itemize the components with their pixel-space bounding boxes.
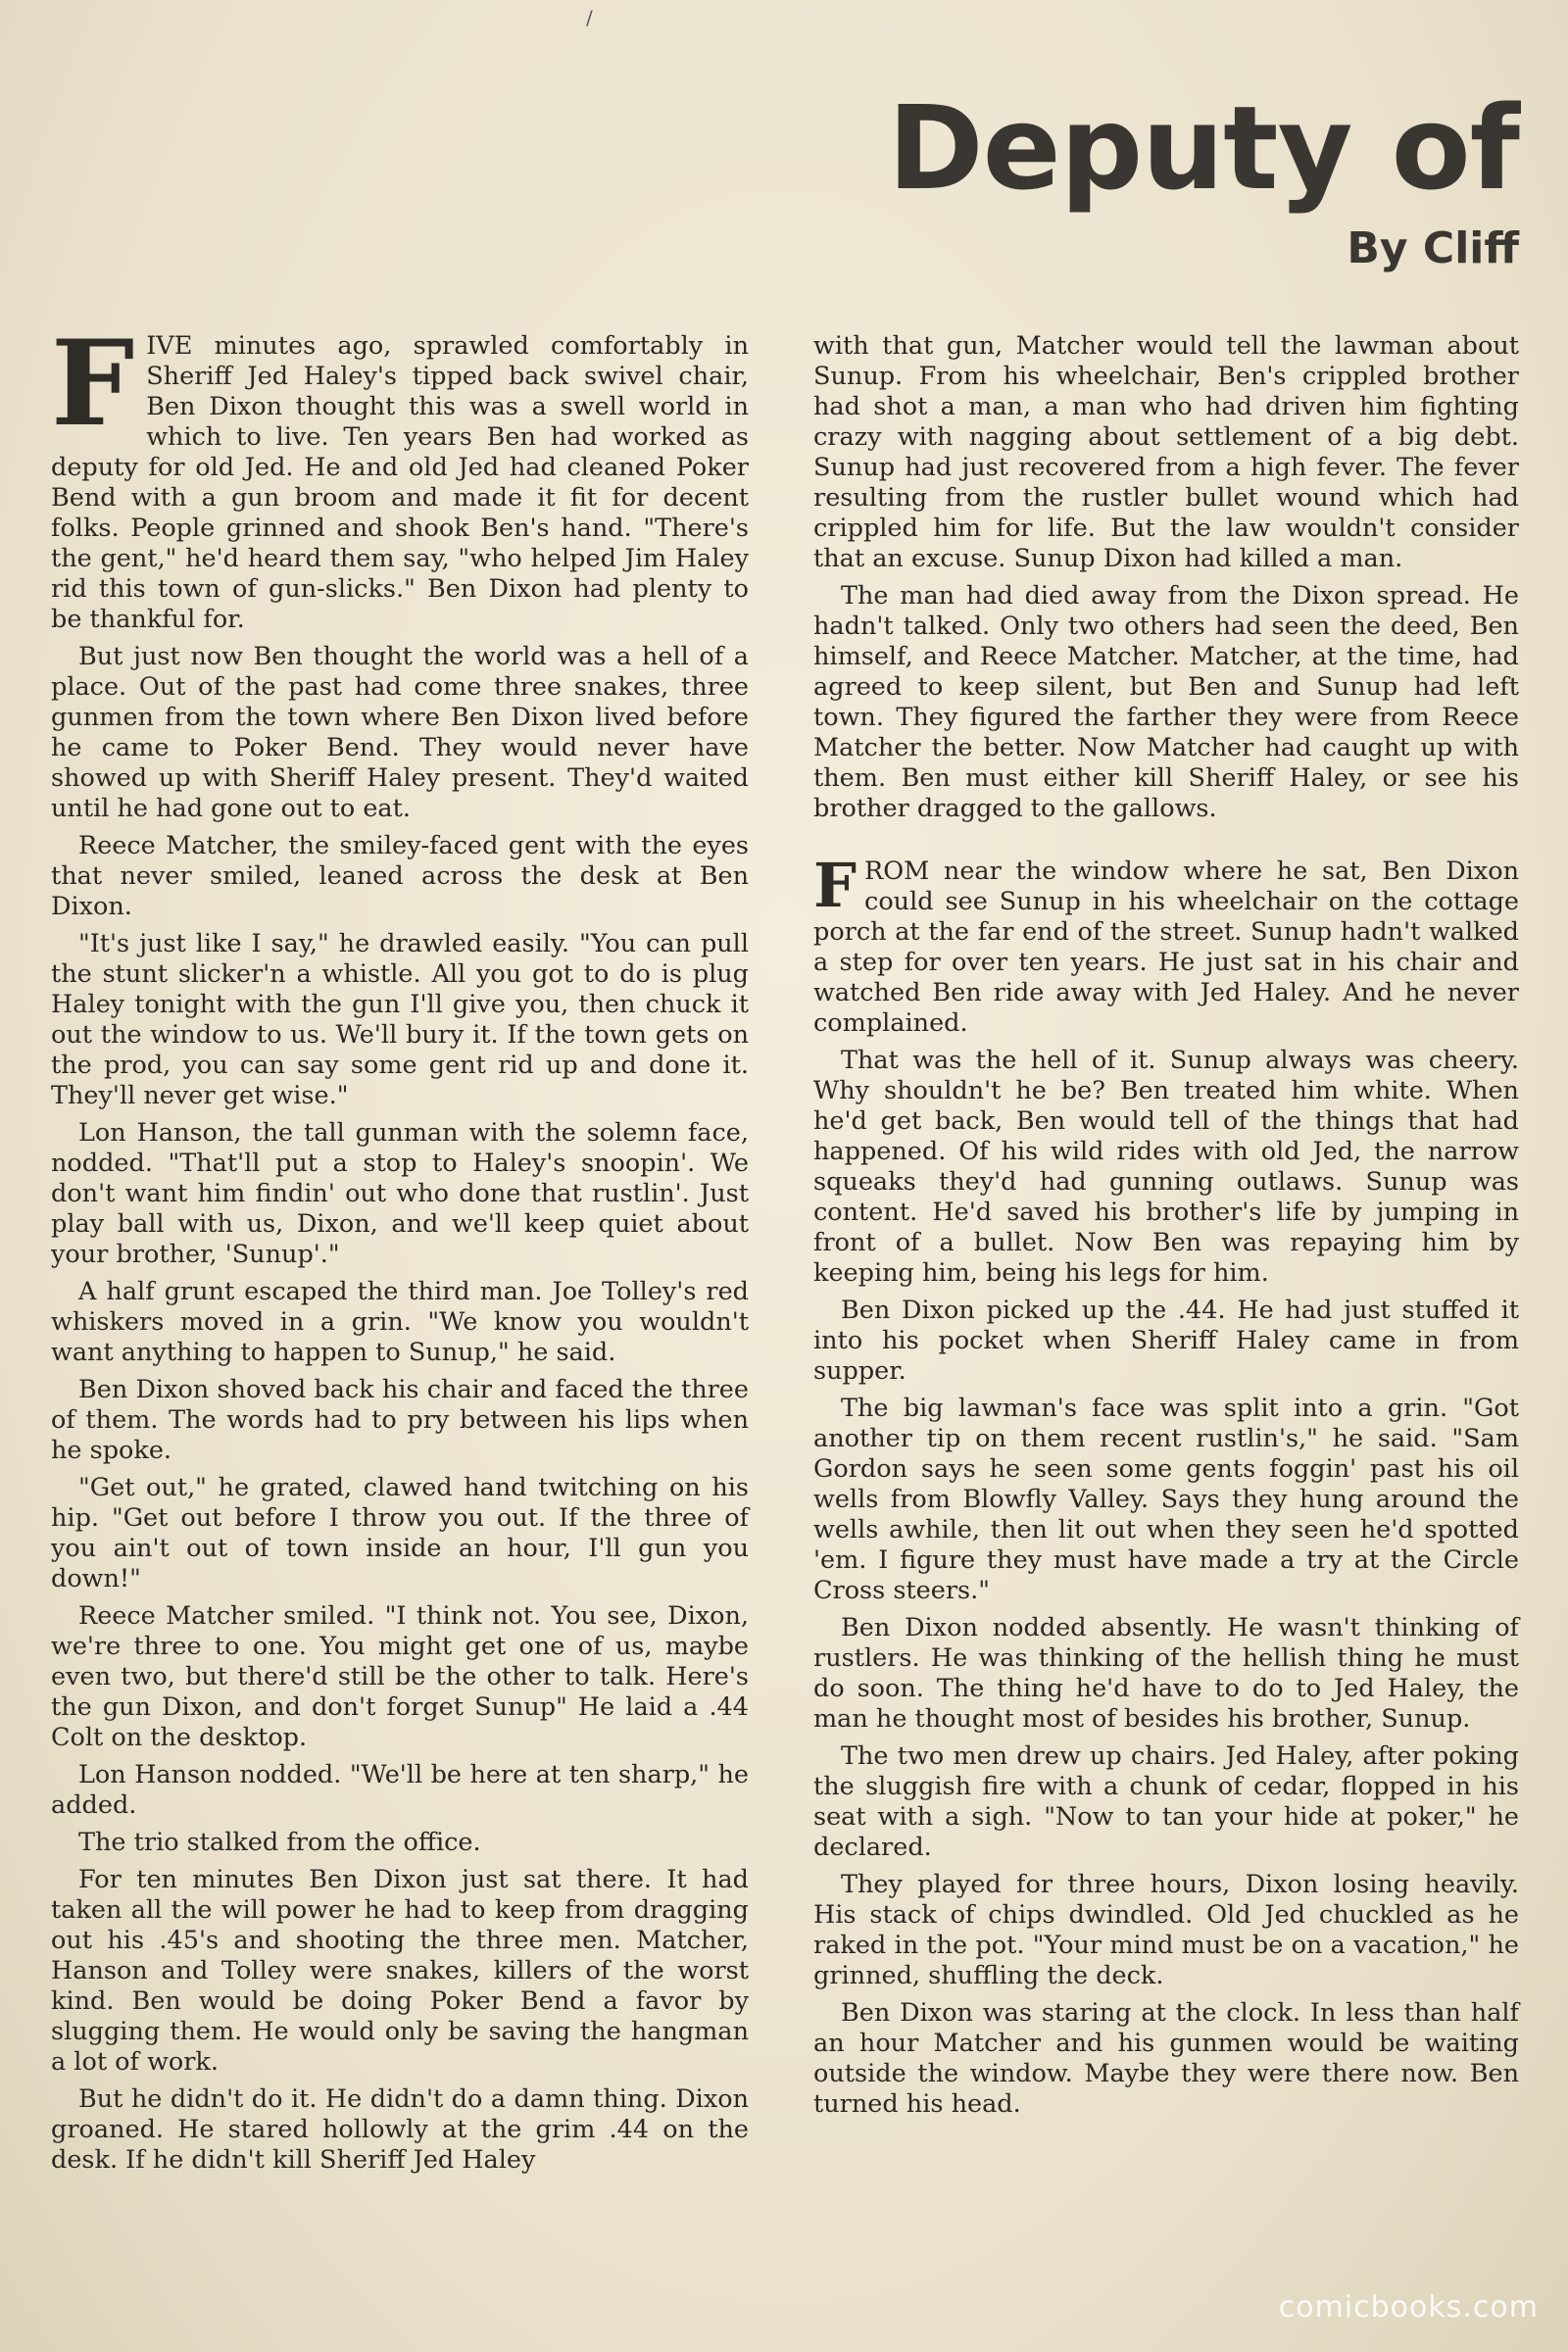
- paragraph: The big lawman's face was split into a grin. "Got another tip on them recent rustlin's," he said. "Sam Gordon says he seen some gents foggin' past his oil wells from Blowfly Valley. Says they hung around the wells awhile, then lit out when they seen he'd spotted 'em. I figure they must have made a try at the Circle Cross steers.": [813, 1394, 1519, 1605]
- story-title: Deputy of: [887, 80, 1519, 216]
- section-break: [813, 831, 1519, 857]
- left-column: [51, 315, 749, 2182]
- paragraph: Reece Matcher smiled. "I think not. You see, Dixon, we're three to one. You might get one of us, maybe even two, but there'd still be the other to talk. Here's the gun Dixon, and don't forget Sunup" He laid a .44 Colt on the desktop.: [51, 1601, 749, 1752]
- paragraph: with that gun, Matcher would tell the lawman about Sunup. From his wheelchair, Ben's crippled brother had shot a man, a man who had driven him fighting crazy with nagging about settlement of a big debt. Sunup had just recovered from a high fever. The fever resulting from the rustler bullet wound which had crippled him for life. But the law wouldn't consider that an excuse. Sunup Dixon had killed a man.: [813, 331, 1519, 573]
- paragraph-text: ROM near the window where he sat, Ben Dixon could see Sunup in his wheelchair on the cottage porch at the far end of the street. Sunup hadn't walked a step for over ten years. He just sat in his chair and watched Ben ride away with Jed Haley. And he never complained.: [813, 857, 1519, 1038]
- watermark: comicbooks.com: [1278, 2290, 1539, 2325]
- paragraph: Ben Dixon picked up the .44. He had just stuffed it into his pocket when Sheriff Haley came in from supper.: [813, 1296, 1519, 1386]
- paragraph: But just now Ben thought the world was a hell of a place. Out of the past had come three snakes, three gunmen from the town where Ben Dixon lived before he came to Poker Bend. They would never have showed up with Sheriff Haley present. They'd waited until he had gone out to eat.: [51, 642, 749, 823]
- byline: By Cliff: [1347, 223, 1519, 273]
- paragraph: Ben Dixon shoved back his chair and faced the three of them. The words had to pry between his lips when he spoke.: [51, 1375, 749, 1465]
- drop-cap: F: [813, 850, 858, 921]
- paragraph: "Get out," he grated, clawed hand twitching on his hip. "Get out before I throw you out. If the three of you ain't out of town inside an hour, I'll gun you down!": [51, 1473, 749, 1593]
- paragraph: A half grunt escaped the third man. Joe Tolley's red whiskers moved in a grin. "We know you wouldn't want anything to happen to Sunup," he said.: [51, 1277, 749, 1367]
- paragraph: The two men drew up chairs. Jed Haley, after poking the sluggish fire with a chunk of cedar, flopped in his seat with a sigh. "Now to tan your hide at poker," he declared.: [813, 1741, 1519, 1862]
- paragraph: [51, 315, 749, 635]
- paragraph: For ten minutes Ben Dixon just sat there. It had taken all the will power he had to keep from dragging out his .45's and shooting the three men. Matcher, Hanson and Tolley were snakes, killers of the worst kind. Ben would be doing Poker Bend a favor by slugging them. He would only be saving the hangman a lot of work.: [51, 1865, 749, 2077]
- paragraph: Lon Hanson nodded. "We'll be here at ten sharp," he added.: [51, 1760, 749, 1820]
- paragraph: They played for three hours, Dixon losing heavily. His stack of chips dwindled. Old Jed chuckled as he raked in the pot. "Your mind must be on a vacation," he grinned, shuffling the deck.: [813, 1870, 1519, 1990]
- right-column: [813, 331, 1519, 2127]
- paragraph: [813, 850, 1519, 1039]
- paragraph: The trio stalked from the office.: [78, 1828, 481, 1857]
- paragraph: Reece Matcher, the smiley-faced gent with the eyes that never smiled, leaned across the desk at Ben Dixon.: [51, 831, 749, 921]
- paragraph: Lon Hanson, the tall gunman with the solemn face, nodded. "That'll put a stop to Haley's snoopin'. We don't want him findin' out who done that rustlin'. Just play ball with us, Dixon, and we'll keep quiet about your brother, 'Sunup'.": [51, 1118, 749, 1269]
- paragraph: The man had died away from the Dixon spread. He hadn't talked. Only two others had seen the deed, Ben himself, and Reece Matcher. Matcher, at the time, had agreed to keep silent, but Ben and Sunup had left town. They figured the farther they were from Reece Matcher the better. Now Matcher had caught up with them. Ben must either kill Sheriff Haley, or see his brother dragged to the gallows.: [813, 581, 1519, 823]
- paragraph: Ben Dixon was staring at the clock. In less than half an hour Matcher and his gunmen would be waiting outside the window. Maybe they were there now. Ben turned his head.: [813, 1998, 1519, 2119]
- page-mark: /: [586, 6, 593, 29]
- paragraph-text: IVE minutes ago, sprawled comfortably in Sheriff Jed Haley's tipped back swivel chair, Ben Dixon thought this was a swell world in which to live. Ten years Ben had worked as deputy for old Jed. He and old Jed had cleaned Poker Bend with a gun broom and made it fit for decent folks. People grinned and shook Ben's hand. "There's the gent," he'd heard them say, "who helped Jim Haley rid this town of gun-slicks." Ben Dixon had plenty to be thankful for.: [51, 331, 749, 634]
- paragraph: That was the hell of it. Sunup always was cheery. Why shouldn't he be? Ben treated him white. When he'd get back, Ben would tell of the things that had happened. Of his wild rides with old Jed, the narrow squeaks they'd had gunning outlaws. Sunup was content. He'd saved his brother's life by jumping in front of a bullet. Now Ben was repaying him by keeping him, being his legs for him.: [813, 1046, 1519, 1288]
- paragraph: But he didn't do it. He didn't do a damn thing. Dixon groaned. He stared hollowly at the grim .44 on the desk. If he didn't kill Sheriff Jed Haley: [51, 2084, 749, 2175]
- paragraph: Ben Dixon nodded absently. He wasn't thinking of rustlers. He was thinking of the hellish thing he must do soon. The thing he'd have to do to Jed Haley, the man he thought most of besides his brother, Sunup.: [813, 1613, 1519, 1734]
- paragraph: "It's just like I say," he drawled easily. "You can pull the stunt slicker'n a whistle. All you got to do is plug Haley tonight with the gun I'll give you, then chuck it out the window to us. We'll bury it. If the town gets on the prod, you can say some gent rid up and done it. They'll never get wise.": [51, 929, 749, 1110]
- drop-cap: F: [51, 315, 135, 453]
